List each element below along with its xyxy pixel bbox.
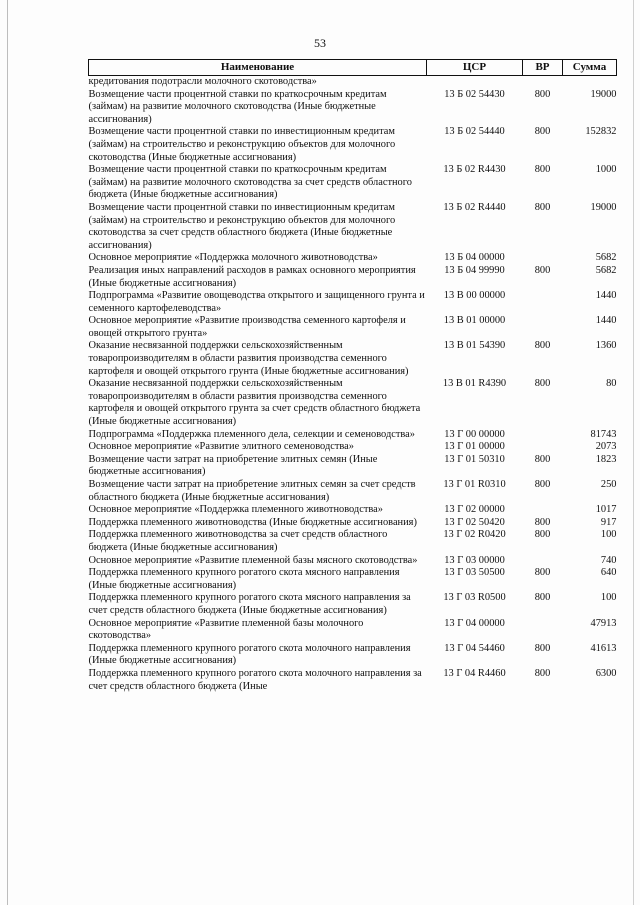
row-vr: 800 [534,516,551,528]
row-vr: 800 [534,529,551,541]
row-name: Основное мероприятие «Развитие элитного семеноводства» [88,441,354,453]
table-row [89,164,617,202]
row-sum: 100 [600,592,617,604]
table-row [89,592,617,617]
row-name: Поддержка племенного животноводства за счет средств областного бюджета (Иные бюджетные ассигнования) [88,529,388,553]
row-name: Основное мероприятие «Развитие племенной базы мясного скотоводства» [88,554,418,566]
table-row [89,441,617,454]
row-sum [563,76,617,89]
row-sum: 1440 [595,315,617,327]
table-row [89,643,617,668]
row-vr: 800 [534,164,551,176]
row-sum: 1000 [595,164,617,176]
table-row [89,76,617,89]
row-csr: 13 Б 04 99990 [444,264,505,276]
table-body [89,76,617,694]
row-sum: 6300 [595,667,617,679]
row-vr [523,315,563,340]
row-csr: 13 Б 04 00000 [444,252,505,264]
row-sum: 917 [600,516,617,528]
row-csr: 13 Г 02 50420 [444,516,505,528]
row-csr: 13 Г 01 R0310 [443,479,506,490]
row-name: Оказание несвязанной поддержки сельскохозяйственным товаропроизводителям в области развития производства семенного картофеля и овощей открытого грунта за счет средств областного бюджета (Иные бюджетные ассигнования) [88,378,421,428]
row-sum: 1360 [595,340,617,352]
row-csr: 13 В 01 54390 [443,340,506,352]
row-csr: 13 Б 02 54440 [444,126,505,138]
row-vr: 800 [534,264,551,276]
scan-edge-right [633,0,634,905]
row-csr: 13 Г 03 R0500 [443,592,506,604]
row-name: Подпрограмма «Развитие овощеводства открытого и защищенного грунта и семенного картофелеводства» [88,290,425,314]
row-vr [523,555,563,568]
table-row [89,378,617,428]
scan-edge-left [7,0,8,905]
row-sum: 1440 [595,290,617,302]
table-row [89,429,617,442]
header-name: Наименование [89,60,427,76]
row-csr: 13 Г 04 00000 [444,617,505,629]
row-sum: 81743 [590,428,617,440]
table-row [89,454,617,479]
row-name: Поддержка племенного крупного рогатого скота мясного направления за счет средств областного бюджета (Иные бюджетные ассигнования) [88,592,411,616]
row-vr [523,504,563,517]
row-csr: 13 Г 02 R0420 [443,529,506,541]
table-row [89,618,617,643]
row-name: Оказание несвязанной поддержки сельскохозяйственным товаропроизводителям в области развития производства семенного картофеля и овощей открытого грунта (Иные бюджетные ассигнования) [88,340,409,377]
row-name: Поддержка племенного крупного рогатого скота молочного направления за счет средств областного бюджета (Иные [88,667,422,692]
row-vr: 800 [534,479,551,490]
row-vr: 800 [534,667,551,679]
row-vr [523,429,563,442]
row-sum: 100 [600,529,617,541]
row-sum: 640 [600,567,617,579]
row-name: Возмещение части затрат на приобретение элитных семян за счет средств областного бюджета (Иные бюджетные ассигнования) [88,479,416,503]
row-csr: 13 Г 04 R4460 [443,667,506,679]
row-vr: 800 [534,642,551,654]
row-sum: 19000 [590,201,617,213]
table-row [89,567,617,592]
table-row [89,504,617,517]
header-vr: ВР [523,60,563,76]
row-csr: 13 В 01 00000 [443,315,506,327]
row-csr: 13 Б 02 54430 [444,88,505,100]
row-sum: 47913 [590,617,617,629]
row-sum: 5682 [595,252,617,264]
row-name: Поддержка племенного крупного рогатого скота молочного направления (Иные бюджетные ассигнования) [88,642,411,667]
row-sum: 19000 [590,88,617,100]
row-csr: 13 Г 04 54460 [444,642,505,654]
row-vr [523,76,563,89]
table-row [89,290,617,315]
row-csr: 13 Г 03 00000 [444,554,505,566]
table-row [89,517,617,530]
row-csr: 13 Г 01 50310 [444,453,505,465]
header-csr: ЦСР [427,60,523,76]
row-sum: 41613 [590,642,617,654]
table-row [89,126,617,164]
row-name: Возмещение части процентной ставки по краткосрочным кредитам (займам) на развитие молочного скотоводства (Иные бюджетные ассигнования) [88,88,387,125]
table-row [89,479,617,504]
row-vr: 800 [534,126,551,138]
table-row [89,89,617,127]
row-csr: 13 Б 02 R4440 [443,201,506,213]
row-sum: 1017 [595,504,617,516]
table-header [89,60,617,76]
header-sum: Сумма [563,60,617,76]
row-name: кредитования подотрасли молочного скотоводства» [88,76,317,87]
table-row [89,668,617,693]
row-name: Возмещение части процентной ставки по краткосрочным кредитам (займам) на развитие молочного скотоводства за счет средств областного бюджета (Иные бюджетные ассигнования) [88,164,412,201]
row-vr: 800 [534,201,551,213]
row-vr [523,252,563,265]
row-sum: 740 [600,554,617,566]
row-csr: 13 Г 01 00000 [444,441,505,453]
row-name: Основное мероприятие «Развитие производства семенного картофеля и овощей открытого грунта» [88,315,406,339]
row-name: Возмещение части процентной ставки по инвестиционным кредитам (займам) на строительство и реконструкцию объектов для молочного скотоводства за счет средств областного бюджета (Иные бюджетные ассигнования) [88,201,396,251]
row-csr: 13 Б 02 R4430 [443,164,506,176]
row-sum: 5682 [595,264,617,276]
row-csr [427,76,523,89]
row-sum: 250 [600,479,617,490]
row-vr [523,441,563,454]
row-name: Возмещение части затрат на приобретение элитных семян (Иные бюджетные ассигнования) [88,453,378,478]
row-csr: 13 В 00 00000 [443,290,506,302]
page-number: 53 [314,36,326,50]
row-sum: 80 [606,378,617,390]
row-csr: 13 Г 00 00000 [444,428,505,440]
row-name: Возмещение части процентной ставки по инвестиционным кредитам (займам) на строительство и реконструкцию объектов для молочного скотоводства (Иные бюджетные ассигнования) [88,126,396,163]
row-sum: 1823 [595,453,617,465]
row-vr: 800 [534,340,551,352]
table-row [89,202,617,252]
row-vr: 800 [534,567,551,579]
row-vr: 800 [534,592,551,604]
table-row [89,529,617,554]
row-csr: 13 Г 02 00000 [444,504,505,516]
budget-table [88,59,617,693]
row-csr: 13 Г 03 50500 [444,567,505,579]
row-vr: 800 [534,453,551,465]
row-vr [523,618,563,643]
table-row [89,340,617,378]
table-row [89,265,617,290]
table-row [89,315,617,340]
row-vr [523,290,563,315]
row-sum: 152832 [585,126,617,138]
row-vr: 800 [534,378,551,390]
row-vr: 800 [534,88,551,100]
table-row [89,252,617,265]
row-sum: 2073 [595,441,617,453]
row-name: Основное мероприятие «Развитие племенной базы молочного скотоводства» [88,617,364,642]
row-name: Основное мероприятие «Поддержка молочного животноводства» [88,252,378,264]
row-name: Реализация иных направлений расходов в рамках основного мероприятия (Иные бюджетные ассигнования) [88,264,416,289]
row-name: Поддержка племенного крупного рогатого скота мясного направления (Иные бюджетные ассигнования) [88,567,400,591]
row-name: Поддержка племенного животноводства (Иные бюджетные ассигнования) [88,516,417,528]
row-name: Основное мероприятие «Поддержка племенного животноводства» [88,504,383,516]
row-csr: 13 В 01 R4390 [442,378,507,390]
table-row [89,555,617,568]
row-name: Подпрограмма «Поддержка племенного дела, селекции и семеноводства» [88,428,415,440]
